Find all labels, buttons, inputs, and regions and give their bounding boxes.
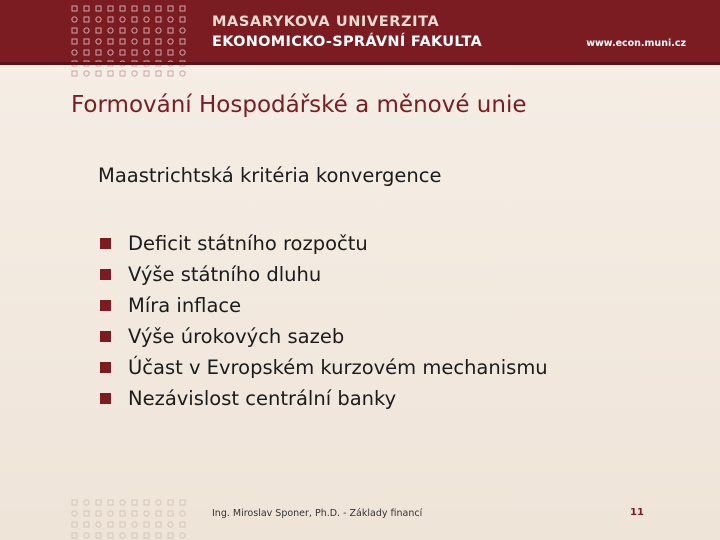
- header-bar: [0, 0, 720, 62]
- faculty-name: EKONOMICKO-SPRÁVNÍ FAKULTA: [212, 34, 483, 50]
- list-item: [100, 228, 548, 259]
- page-number: 11: [630, 507, 644, 518]
- slide-subtitle: Maastrichtská kritéria konvergence: [98, 164, 442, 187]
- list-item-text: Nezávislost centrální banky: [128, 387, 397, 410]
- list-item-text: Účast v Evropském kurzovém mechanismu: [128, 356, 548, 379]
- list-item: [100, 259, 548, 290]
- list-item-text: Míra inflace: [128, 294, 242, 317]
- header-divider: [0, 62, 720, 65]
- faculty-logo-pattern-icon: [70, 3, 188, 77]
- website-link[interactable]: www.econ.muni.cz: [586, 38, 686, 49]
- footer-author: Ing. Miroslav Sponer, Ph.D. - Základy financí: [212, 508, 423, 519]
- slide-title: Formování Hospodářské a měnové unie: [71, 92, 527, 118]
- list-item-text: Deficit státního rozpočtu: [128, 232, 368, 255]
- square-bullet-icon: [100, 300, 111, 311]
- square-bullet-icon: [100, 393, 111, 404]
- list-item: [100, 290, 548, 321]
- list-item: [100, 321, 548, 352]
- university-name: MASARYKOVA UNIVERZITA: [212, 14, 440, 30]
- list-item-text: Výše státního dluhu: [128, 263, 322, 286]
- square-bullet-icon: [100, 269, 111, 280]
- list-item: [100, 352, 548, 383]
- list-item: [100, 383, 548, 414]
- square-bullet-icon: [100, 238, 111, 249]
- footer-pattern-icon: [70, 497, 188, 540]
- bullet-list: [100, 228, 548, 414]
- square-bullet-icon: [100, 362, 111, 373]
- square-bullet-icon: [100, 331, 111, 342]
- list-item-text: Výše úrokových sazeb: [128, 325, 345, 348]
